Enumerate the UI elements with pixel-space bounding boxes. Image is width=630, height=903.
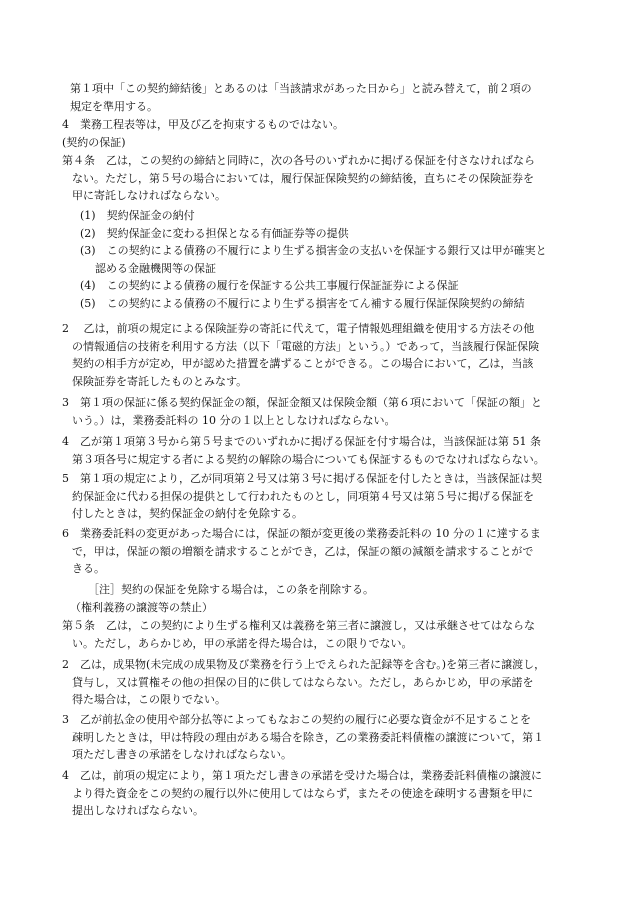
text-line: 4 乙は，前項の規定により，第１項ただし書きの承諾を受けた場合は，業務委託料債権の譲渡に bbox=[62, 769, 542, 782]
text-line: いう。）は，業務委託料の 10 分の１以上としなければならない。 bbox=[72, 413, 396, 427]
para-schedule-binding bbox=[62, 116, 344, 134]
text-line: 貸与し，又は質権その他の担保の目的に供してはならない。ただし，あらかじめ，甲の承諾を bbox=[72, 675, 534, 689]
text-line: 提出しなければならない。 bbox=[72, 804, 204, 818]
list-item: (4) この契約による債務の履行を保証する公共工事履行保証証券による保証 bbox=[80, 279, 459, 293]
article-4-para-5 bbox=[62, 470, 542, 523]
text-line: い。ただし，あらかじめ，甲の承諾を得た場合は，この限りでない。 bbox=[72, 636, 413, 650]
list-item: (1) 契約保証金の納付 bbox=[80, 209, 195, 222]
text-line: 項ただし書きの承諾をしなければならない。 bbox=[72, 748, 292, 762]
text-line: 付したときは，契約保証金の納付を免除する。 bbox=[72, 507, 303, 521]
text-line: 3 第１項の保証に係る契約保証金の額，保証金額又は保険金額（第６項において「保証の額」と bbox=[62, 396, 542, 409]
text-line: 5 第１項の規定により，乙が同項第２号又は第３号に掲げる保証を付したときは，当該保証は契 bbox=[62, 472, 542, 485]
text-line: 2 乙は，前項の規定による保険証券の寄託に代えて，電子情報処理組織を使用する方法その他 bbox=[62, 322, 535, 335]
text-line: 疎明したときは，甲は特段の理由がある場合を除き，乙の業務委託料債権の譲渡について，第１ bbox=[72, 730, 545, 744]
text-line: で，甲は，保証の額の増額を請求することができ，乙は，保証の額の減額を請求することがで bbox=[72, 544, 534, 558]
text-line: 6 業務委託料の変更があった場合には，保証の額が変更後の業務委託料の 10 分の１に達するま bbox=[62, 527, 541, 540]
para-readjust bbox=[70, 80, 532, 115]
section-heading: （権利義務の譲渡等の禁止） bbox=[70, 601, 213, 614]
article-5-para-3 bbox=[62, 711, 544, 764]
text-line: 約保証金に代わる担保の提供として行われたものとし，同項第４号又は第５号に掲げる保証を bbox=[72, 489, 534, 503]
text-line: 得た場合は，この限りでない。 bbox=[72, 693, 226, 707]
text-line: きる。 bbox=[72, 562, 105, 576]
text-line: 第１項中「この契約締結後」とあるのは「当該請求があった日から」と読み替えて，前２項の bbox=[70, 82, 532, 95]
text-line: 4 乙が第１項第３号から第５号までのいずれかに掲げる保証を付す場合は，当該保証は第 51 条 bbox=[62, 435, 541, 448]
text-line: 契約の相手方が定め，甲が認めた措置を講ずることができる。この場合において，乙は，当該 bbox=[72, 357, 534, 371]
article-4-para-2 bbox=[62, 320, 539, 390]
article-4-items bbox=[80, 207, 547, 313]
article-5-para-4 bbox=[62, 767, 542, 820]
text-line: 2 乙は，成果物(未完成の成果物及び業務を行う上でえられた記録等を含む。)を第三者に譲渡し， bbox=[62, 658, 546, 671]
note-text: ［注］契約の保証を免除する場合は，この条を削除する。 bbox=[88, 583, 374, 596]
text-line: 第４条 乙は，この契約の締結と同時に，次の各号のいずれかに掲げる保証を付さなければなら bbox=[62, 154, 535, 167]
text-line: 4 業務工程表等は，甲及び乙を拘束するものではない。 bbox=[62, 118, 344, 131]
text-line: より得た資金をこの契約の履行以外に使用してはならず，またその使途を疎明する書類を甲に bbox=[72, 786, 534, 800]
heading-transfer-prohibition bbox=[70, 599, 213, 617]
text-line: ない。ただし，第５号の場合においては，履行保証保険契約の締結後，直ちにその保険証券を bbox=[72, 171, 534, 185]
text-line: の情報通信の技術を利用する方法（以下「電磁的方法」という。）であって，当該履行保証保険 bbox=[72, 339, 540, 353]
article-4-para-4 bbox=[62, 433, 545, 468]
article-4-para-6 bbox=[62, 525, 541, 578]
text-line: 規定を準用する。 bbox=[70, 99, 158, 113]
heading-contract-guarantee bbox=[62, 134, 126, 152]
list-item: (2) 契約保証金に変わる担保となる有価証券等の提供 bbox=[80, 226, 349, 240]
article-5-main bbox=[62, 617, 535, 652]
article-4-para-3 bbox=[62, 394, 542, 429]
text-line: 第５条 乙は，この契約により生ずる権利又は義務を第三者に譲渡し，又は承継させてはならな bbox=[62, 619, 535, 632]
list-item: (5) この契約による債務の不履行により生ずる損害をてん補する履行保証保険契約の締結 bbox=[80, 296, 525, 310]
text-line: 保険証券を寄託したものとみなす。 bbox=[72, 374, 248, 388]
text-line: 甲に寄託しなければならない。 bbox=[72, 189, 226, 203]
list-item: (3) この契約による債務の不履行により生ずる損害金の支払いを保証する銀行又は甲が確実と bbox=[80, 244, 547, 258]
text-line: 3 乙が前払金の使用や部分払等によってもなおこの契約の履行に必要な資金が不足することを bbox=[62, 713, 531, 726]
list-item-continuation: 認める金融機関等の保証 bbox=[95, 261, 216, 275]
section-heading: (契約の保証) bbox=[62, 136, 126, 149]
article-4-main bbox=[62, 152, 535, 205]
article-5-para-2 bbox=[62, 656, 545, 709]
text-line: 第３項各号に規定する者による契約の解除の場合についても保証するものでなければならない。 bbox=[72, 452, 545, 466]
note-guarantee-exemption bbox=[88, 581, 374, 599]
